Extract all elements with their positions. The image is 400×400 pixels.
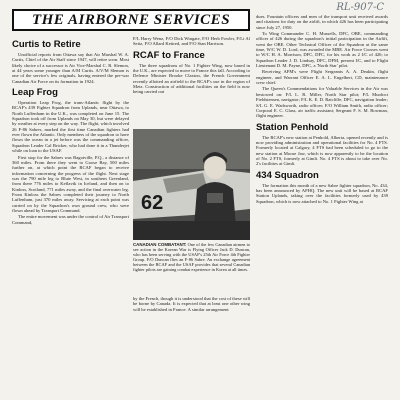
- leap-frog-p1: Operation Leap Frog, the trans-Atlantic flight by the RCAF's 439 Fighter Squadron from Uplands, near Ottawa, to North Luffenham in the U.K., was completed on June 15. The Squadron took off from Uplands on May 30, but were delayed by weather at every step on the way. The flight, which involved 26 F-86 Sabres, marked the first time Canadian fighters had ever flown the Atlantic. Only members of the squadron to have flown the ocean in a jet before was the commanding officer, Squadron Leader Cal Bricker, who had done it in a Thunderjet while on loan to the USAF.: [12, 100, 129, 154]
- svg-text:62: 62: [141, 192, 164, 214]
- pilot-sabre-photo: [133, 129, 250, 240]
- leap-frog-p2: First stop for the Sabres was Bagotville, P.Q., a distance of 360 miles. From there they went to Goose Bay, 500 miles further on, at which point the RCAF began to receive information concerning the progress of the flight. Next stage was the 790 mile leg to Bluie West, in southern Greenland, from there 776 miles to Keflavik in Iceland, and then on to Kinloss, Scotland, 771 miles away, and the final overwater leg. From Kinloss the Sabres completed their journey to North Luffenham, just 370 miles away. Servicing at each point was carried on by the Squadron's own ground crew, who were flown ahead by Transport Command.: [12, 154, 129, 213]
- column-middle: [133, 36, 250, 96]
- heading-434-squadron: 434 Squadron: [256, 169, 319, 181]
- heading-curtis: Curtis to Retire: [12, 39, 81, 50]
- airlift-awards-p2: To Wing Commander C. H. Mussells, DFC, OBE, commanding officer of 426 during the squadron's initial participation in the Airlift, went the OBE. Other Technical Officer of the Squadron at the same time, W/C W. D. Lord, was awarded the MBE. Air Force Crosses went to W/C H. A. Morrison, DFC, DFC, for his work as 2 I/C of 426; to Squadron Leader J. D. Lindsay, DFC, DFM, present I/C, and to Flight Lieutenant D. M. Payne, DFC, a 'North Star' pilot.: [256, 31, 388, 69]
- column-middle-bottom: [133, 296, 250, 313]
- masthead-title: THE AIRBORNE SERVICES: [31, 11, 231, 28]
- col2-continuation: F/L Harry Wenz, F/O Dick Wingate, F/O Herb Fowler, F/Lt Al Seitz, F/O Allard Kettred, and F/O Stan Harrison.: [133, 36, 250, 47]
- heading-station-penhold: Station Penhold: [256, 121, 329, 133]
- airlift-awards-p3: Receiving AFM's were Flight Sergeants A. A. Deakin, flight engineer, and Warrant Officer E. A. L. Engelbert, CD, maintenance crew chief.: [256, 69, 388, 86]
- column-right: [256, 14, 388, 205]
- photo-caption: [133, 242, 250, 273]
- france-continuation: by the French, though it is understood that the cost of these will be borne by Canada. It is expected that at least one other wing will be established in France. A similar arrangement: [133, 296, 250, 312]
- heading-leap-frog: Leap Frog: [12, 87, 58, 99]
- section-masthead: [12, 9, 250, 31]
- sq434-body: The formation this month of a new Sabre fighter squadron, No. 434, has been announced by AFHQ. The new unit will be based at RCAF Station Uplands, taking over the facilities formerly used by 439 Squadron, which is now attached to No. 1 Fighter Wing at: [256, 182, 388, 204]
- photo-illustration: [133, 129, 250, 240]
- france-body: The three squadrons of No. 1 Fighter Wing, now based in the U.K., are expected to move to France this fall. According to Defence Minister Brooke Claxton, the French Government recently allotted an airfield to the RCAF's use in the region of Metz. Construction of additional facilities on the field is now being carried out: [133, 62, 250, 95]
- heading-rcaf-france: RCAF to France: [133, 49, 205, 61]
- curtis-body: Unofficial reports from Ottawa say that Air Marshal W. A. Curtis, Chief of the Air Staff since 1947, will retire soon. Most likely choice of a successor is Air Vice-Marshal C. R. Slemon, at 44 years some younger than A/M Curtis. A/V/M Slemon is one of the service's few originals, having entered the pre-war Canadian Air Force on its formation in 1924.: [12, 52, 129, 84]
- airlift-continuation: dues. Fountain officers and men of the transport unit received awards and citations for duty on the airlift, in which 426 has been participating since July 27, 1950.: [256, 14, 388, 30]
- column-left: [12, 36, 129, 226]
- caption-label: CANADIAN COMBATANT:: [133, 242, 187, 247]
- penhold-body: The RCAF's new station at Penhold, Alberta, opened recently and is now providing administration and operational facilities for No. 4 FTS. Formerly located at Calgary, 4 FTS had been scheduled to go to the new station at Moose Jaw, which is now apparently to be the location of No. 2 FTS, formerly at Gimli. No. 4 FTS is about to take over No. 2's facilities at Gimli.: [256, 134, 388, 167]
- airlift-awards-p4: The Queen's Commendations for Valuable Services in the Air was bestowed on: F/L L. R. Miller, North Star pilot; F/L Murdoct Fieldstensen, navigator; F/L K. E. D. Ratcliffe, DFC, navigation leader; S/L G. E. Wadsworth, radio officer; F/O William Smith, radio officer; Corporal E. C. Glass, air traffic assistant; Sergeant F. S. M. Bowman, flight engineer.: [256, 86, 388, 119]
- caption-text: One of the few Canadian airmen to see action in the Korean War is Flying Officer Jack D. Duncan, who has been serving with the USAF's 25th Air Force 4th Fighter Group. F/O Duncan flies an F-86 Sabre. An exchange agreement between the RCAF and the USAF provides that several Canadian fighter pilots are gaining combat experience in Korea at all times.: [133, 242, 250, 273]
- handwritten-catalog-note: RL-907-C: [336, 2, 384, 13]
- leap-frog-p3: The entire movement was under the control of Air Transport Command,: [12, 214, 129, 225]
